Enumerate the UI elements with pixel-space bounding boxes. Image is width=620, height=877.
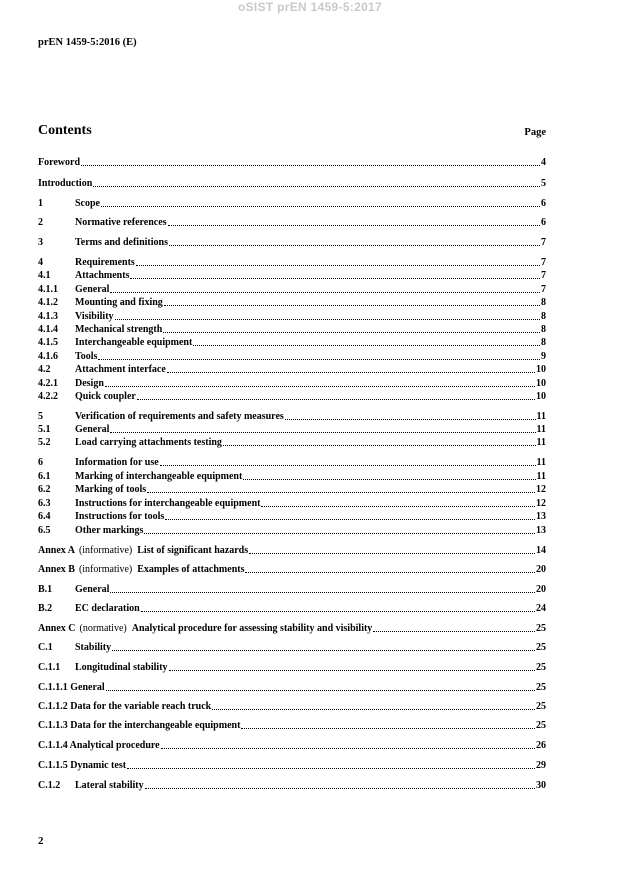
- toc-entry[interactable]: [38, 759, 546, 772]
- toc-entry-title: Load carrying attachments testing: [75, 437, 222, 448]
- toc-entry[interactable]: [38, 350, 546, 363]
- toc-entry-number: 5: [38, 411, 43, 422]
- toc-entry-number: 4.2: [38, 364, 51, 375]
- toc-entry-page: 10: [536, 378, 546, 389]
- toc-entry[interactable]: [38, 310, 546, 323]
- toc-entry-title: Design: [75, 378, 104, 389]
- toc-entry-title: [79, 563, 245, 576]
- toc-leader-dots: [93, 185, 540, 187]
- toc-entry-page: 4: [541, 157, 546, 168]
- toc-entry-title: C.1.1.4 Analytical procedure: [38, 740, 160, 751]
- annex-title: List of significant hazards: [137, 545, 249, 556]
- toc-entry-title: Stability: [75, 642, 112, 653]
- toc-leader-dots: [169, 244, 540, 246]
- toc-entry-number: 4.1: [38, 270, 51, 281]
- toc-entry-title: Normative references: [75, 217, 167, 228]
- toc-entry[interactable]: [38, 483, 546, 496]
- toc-entry-title: Introduction: [38, 178, 93, 189]
- toc-entry-page: 26: [536, 740, 546, 751]
- toc-entry-page: 11: [536, 457, 546, 468]
- toc-entry[interactable]: [38, 197, 546, 210]
- toc-entry-number: 6.5: [38, 525, 51, 536]
- toc-entry-page: 20: [536, 564, 546, 575]
- toc-entry-page: 7: [541, 270, 546, 281]
- toc-entry-title: [79, 544, 248, 557]
- toc-entry-number: Annex A: [38, 545, 75, 556]
- toc-entry-page: 20: [536, 584, 546, 595]
- toc-entry[interactable]: [38, 423, 546, 436]
- toc-entry-number: 2: [38, 217, 43, 228]
- toc-leader-dots: [373, 630, 535, 632]
- toc-leader-dots: [145, 787, 535, 789]
- toc-entry-title: Instructions for interchangeable equipment: [75, 498, 261, 509]
- toc-entry-page: 25: [536, 701, 546, 712]
- toc-entry-title: General: [75, 584, 110, 595]
- toc-entry-title: Foreword: [38, 157, 81, 168]
- annex-qualifier: (normative): [79, 623, 127, 634]
- toc-entry[interactable]: [38, 739, 546, 752]
- toc-entry[interactable]: [38, 177, 546, 190]
- toc-leader-dots: [163, 331, 540, 333]
- toc-leader-dots: [147, 491, 535, 493]
- page-column-heading: Page: [524, 127, 546, 138]
- toc-entry-title: Mounting and fixing: [75, 297, 163, 308]
- toc-leader-dots: [261, 505, 535, 507]
- toc-leader-dots: [160, 464, 536, 466]
- toc-leader-dots: [164, 304, 540, 306]
- toc-entry-page: 25: [536, 662, 546, 673]
- toc-entry-page: 8: [541, 297, 546, 308]
- toc-leader-dots: [141, 610, 535, 612]
- toc-entry-page: 5: [541, 178, 546, 189]
- toc-entry[interactable]: [38, 719, 546, 732]
- toc-leader-dots: [285, 418, 536, 420]
- toc-leader-dots: [243, 478, 535, 480]
- toc-entry[interactable]: [38, 661, 546, 674]
- toc-entry[interactable]: [38, 602, 546, 615]
- toc-leader-dots: [167, 371, 535, 373]
- annex-qualifier: (informative): [78, 564, 133, 575]
- page-number: 2: [38, 835, 44, 847]
- toc-entry-page: 10: [536, 364, 546, 375]
- toc-entry-page: 6: [541, 198, 546, 209]
- toc-entry[interactable]: [38, 236, 546, 249]
- toc-entry-title: C.1.1.2 Data for the variable reach truck: [38, 701, 212, 712]
- toc-entry-page: 8: [541, 337, 546, 348]
- toc-leader-dots: [110, 431, 535, 433]
- toc-entry-page: 13: [536, 511, 546, 522]
- toc-entry[interactable]: [38, 456, 546, 469]
- toc-entry-number: 3: [38, 237, 43, 248]
- toc-entry-page: 25: [536, 720, 546, 731]
- toc-entry[interactable]: [38, 622, 546, 635]
- toc-entry[interactable]: [38, 283, 546, 296]
- toc-entry-number: B.1: [38, 584, 53, 595]
- toc-entry[interactable]: [38, 377, 546, 390]
- toc-entry-number: C.1.2: [38, 780, 61, 791]
- toc-entry-page: 14: [536, 545, 546, 556]
- toc-entry[interactable]: [38, 323, 546, 336]
- toc-entry[interactable]: [38, 296, 546, 309]
- toc-leader-dots: [161, 747, 535, 749]
- toc-entry[interactable]: [38, 700, 546, 713]
- toc-entry-title: Interchangeable equipment: [75, 337, 193, 348]
- toc-leader-dots: [81, 164, 540, 166]
- toc-entry[interactable]: [38, 256, 546, 269]
- toc-entry-title: General: [75, 284, 110, 295]
- toc-entry-title: Tools: [75, 351, 98, 362]
- toc-entry-page: 30: [536, 780, 546, 791]
- toc-leader-dots: [101, 205, 540, 207]
- toc-leader-dots: [241, 727, 535, 729]
- toc-entry[interactable]: [38, 156, 546, 169]
- annex-title: Examples of attachments: [137, 564, 245, 575]
- toc-leader-dots: [169, 669, 535, 671]
- toc-entry-page: 7: [541, 257, 546, 268]
- toc-entry-number: 4.1.6: [38, 351, 58, 362]
- toc-leader-dots: [112, 649, 535, 651]
- toc-entry-number: 5.2: [38, 437, 51, 448]
- toc-entry[interactable]: [38, 524, 546, 537]
- toc-entry[interactable]: [38, 390, 546, 403]
- toc-leader-dots: [106, 689, 535, 691]
- toc-entry-number: C.1: [38, 642, 53, 653]
- toc-entry-title: Lateral stability: [75, 780, 144, 791]
- toc-entry-title: Visibility: [75, 311, 114, 322]
- toc-entry-number: 4.2.1: [38, 378, 58, 389]
- toc-entry-number: 6.4: [38, 511, 51, 522]
- toc-entry-page: 8: [541, 324, 546, 335]
- toc-entry-number: 6.1: [38, 471, 51, 482]
- toc-entry-page: 25: [536, 642, 546, 653]
- toc-entry-title: [80, 622, 373, 635]
- toc-leader-dots: [165, 518, 535, 520]
- toc-entry-page: 29: [536, 760, 546, 771]
- toc-leader-dots: [144, 532, 535, 534]
- annex-title: Analytical procedure for assessing stability and visibility: [131, 623, 373, 634]
- toc-entry-page: 7: [541, 237, 546, 248]
- toc-entry-number: 4.1.1: [38, 284, 58, 295]
- toc-entry-title: Information for use: [75, 457, 159, 468]
- toc-entry-title: Marking of tools: [75, 484, 147, 495]
- toc-entry-number: 4.2.2: [38, 391, 58, 402]
- toc-entry[interactable]: [38, 269, 546, 282]
- toc-entry[interactable]: [38, 563, 546, 576]
- annex-qualifier: (informative): [78, 545, 133, 556]
- toc-entry-number: 6: [38, 457, 43, 468]
- contents-title: Contents: [38, 123, 92, 138]
- toc-entry[interactable]: [38, 681, 546, 694]
- toc-entry[interactable]: [38, 470, 546, 483]
- toc-entry-page: 6: [541, 217, 546, 228]
- toc-entry[interactable]: [38, 336, 546, 349]
- toc-entry-title: Mechanical strength: [75, 324, 163, 335]
- toc-entry[interactable]: [38, 363, 546, 376]
- toc-entry-title: Attachments: [75, 270, 130, 281]
- toc-entry-number: 6.3: [38, 498, 51, 509]
- toc-entry-number: 4.1.3: [38, 311, 58, 322]
- toc-entry-title: Requirements: [75, 257, 135, 268]
- toc-leader-dots: [98, 358, 540, 360]
- toc-entry-title: Verification of requirements and safety measures: [75, 411, 284, 422]
- toc-leader-dots: [249, 552, 535, 554]
- toc-entry[interactable]: [38, 641, 546, 654]
- toc-entry-page: 8: [541, 311, 546, 322]
- toc-entry-page: 25: [536, 682, 546, 693]
- toc-entry-title: General: [75, 424, 110, 435]
- toc-entry-page: 24: [536, 603, 546, 614]
- toc-entry-title: C.1.1.5 Dynamic test: [38, 760, 127, 771]
- toc-entry-title: Other markings: [75, 525, 144, 536]
- toc-entry-page: 25: [536, 623, 546, 634]
- toc-entry-number: 1: [38, 198, 43, 209]
- toc-leader-dots: [212, 708, 535, 710]
- toc-leader-dots: [130, 277, 540, 279]
- toc-leader-dots: [115, 318, 540, 320]
- toc-entry-number: 4: [38, 257, 43, 268]
- toc-entry[interactable]: [38, 410, 546, 423]
- toc-leader-dots: [110, 591, 535, 593]
- toc-entry[interactable]: [38, 779, 546, 792]
- toc-leader-dots: [168, 224, 540, 226]
- toc-entry[interactable]: [38, 544, 546, 557]
- toc-entry-number: 5.1: [38, 424, 51, 435]
- toc-leader-dots: [223, 444, 536, 446]
- toc-entry-page: 10: [536, 391, 546, 402]
- toc-entry-title: Terms and definitions: [75, 237, 168, 248]
- toc-entry-page: 11: [536, 411, 546, 422]
- toc-entry-number: 4.1.5: [38, 337, 58, 348]
- toc-entry-page: 11: [536, 471, 546, 482]
- toc-entry[interactable]: [38, 497, 546, 510]
- watermark: oSIST prEN 1459-5:2017: [238, 0, 382, 14]
- toc-entry-page: 11: [536, 424, 546, 435]
- toc-entry-page: 9: [541, 351, 546, 362]
- toc-entry-title: Scope: [75, 198, 100, 209]
- toc-entry-number: 4.1.2: [38, 297, 58, 308]
- toc-leader-dots: [110, 291, 540, 293]
- toc-entry-title: Longitudinal stability: [75, 662, 168, 673]
- toc-entry[interactable]: [38, 510, 546, 523]
- toc-leader-dots: [127, 767, 535, 769]
- toc-entry-number: C.1.1: [38, 662, 61, 673]
- document-id: prEN 1459-5:2016 (E): [38, 37, 137, 48]
- toc-entry-title: C.1.1.3 Data for the interchangeable equipment: [38, 720, 241, 731]
- toc-leader-dots: [105, 385, 535, 387]
- toc-entry-page: 11: [536, 437, 546, 448]
- toc-entry-number: Annex B: [38, 564, 75, 575]
- toc-leader-dots: [245, 571, 535, 573]
- toc-entry[interactable]: [38, 216, 546, 229]
- toc-entry-title: Marking of interchangeable equipment: [75, 471, 243, 482]
- toc-entry[interactable]: [38, 436, 546, 449]
- toc-leader-dots: [193, 344, 540, 346]
- toc-entry-number: 4.1.4: [38, 324, 58, 335]
- toc-entry-page: 12: [536, 498, 546, 509]
- toc-entry-title: C.1.1.1 General: [38, 682, 105, 693]
- toc-entry-page: 13: [536, 525, 546, 536]
- toc-leader-dots: [136, 264, 540, 266]
- toc-entry-number: 6.2: [38, 484, 51, 495]
- toc-entry-page: 7: [541, 284, 546, 295]
- toc-entry-title: Attachment interface: [75, 364, 166, 375]
- toc-leader-dots: [137, 398, 535, 400]
- toc-entry-page: 12: [536, 484, 546, 495]
- toc-entry-number: B.2: [38, 603, 53, 614]
- toc-entry-title: Instructions for tools: [75, 511, 165, 522]
- toc-entry-title: Quick coupler: [75, 391, 136, 402]
- toc-entry-number: Annex C: [38, 623, 76, 634]
- toc-entry-title: EC declaration: [75, 603, 140, 614]
- toc-entry[interactable]: [38, 583, 546, 596]
